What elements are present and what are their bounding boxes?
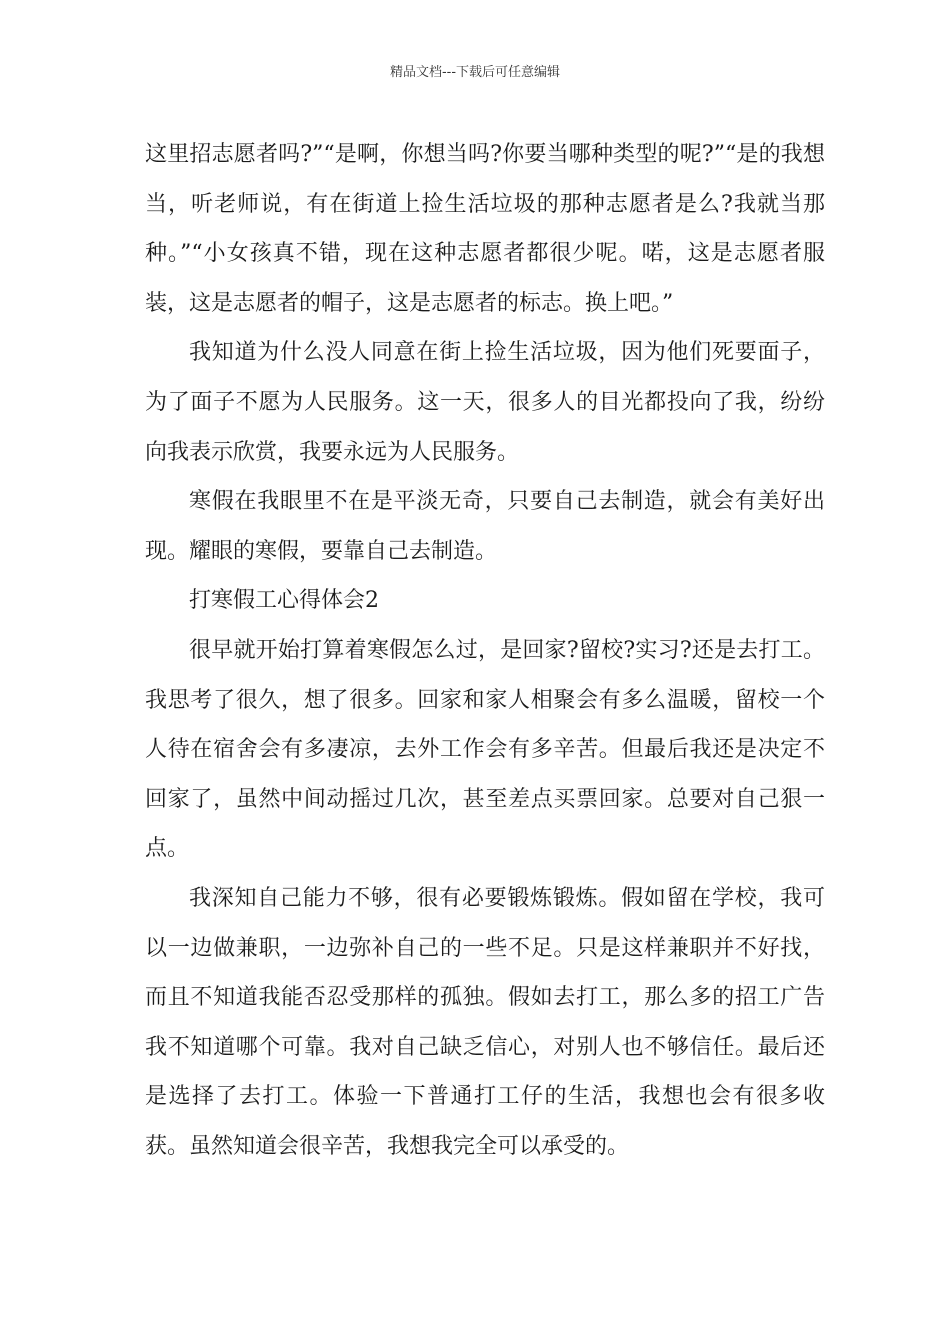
paragraph-reflection: 我知道为什么没人同意在街上捡生活垃圾，因为他们死要面子，为了面子不愿为人民服务。这一天，很多人的目光都投向了我，纷纷向我表示欣赏，我要永远为人民服务。 [145, 340, 825, 465]
paragraph-dialogue: 这里招志愿者吗?”“是啊，你想当吗?你要当哪种类型的呢?”“是的我想当，听老师说，有在街道上捡生活垃圾的那种志愿者是么?我就当那种。”“小女孩真不错，现在这种志愿者都很少呢。喏，这是志愿者服装，这是志愿者的帽子，这是志愿者的标志。换上吧。” [145, 142, 825, 316]
page-header: 精品文档---下载后可任意编辑 [389, 65, 561, 80]
paragraph-decision: 我深知自己能力不够，很有必要锻炼锻炼。假如留在学校，我可以一边做兼职，一边弥补自己的一些不足。只是这样兼职并不好找，而且不知道我能否忍受那样的孤独。假如去打工，那么多的招工广告我不知道哪个可靠。我对自己缺乏信心，对别人也不够信任。最后还是选择了去打工。体验一下普通打工仔的生活，我想也会有很多收获。虽然知道会很辛苦，我想我完全可以承受的。 [145, 885, 825, 1159]
paragraph-planning: 很早就开始打算着寒假怎么过，是回家?留校?实习?还是去打工。我思考了很久，想了很多。回家和家人相聚会有多么温暖，留校一个人待在宿舍会有多凄凉，去外工作会有多辛苦。但最后我还是决定不回家了，虽然中间动摇过几次，甚至差点买票回家。总要对自己狠一点。 [145, 637, 825, 862]
paragraph-conclusion: 寒假在我眼里不在是平淡无奇，只要自己去制造，就会有美好出现。耀眼的寒假，要靠自己去制造。 [145, 489, 825, 564]
document-body [145, 130, 825, 1171]
section-heading: 打寒假工心得体会2 [189, 588, 379, 614]
